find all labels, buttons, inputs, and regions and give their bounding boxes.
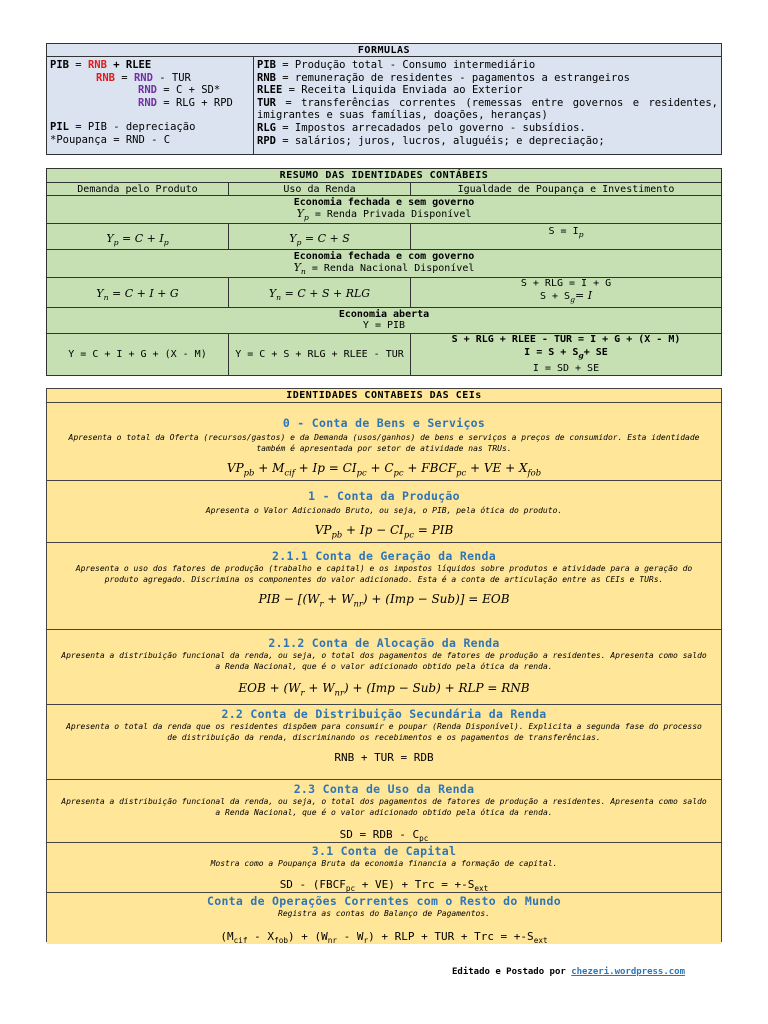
def-rnb: RNB = remuneração de residentes - pagamentos a estrangeiros — [257, 71, 630, 84]
fechada-com-demanda: $Y_n = C + I + G$ — [47, 278, 229, 308]
section-desc: Registra as contas do Balanço de Pagamentos. — [278, 909, 490, 918]
section-title: 2.1.1 Conta de Geração da Renda — [272, 549, 496, 563]
pil-formula: PIL = PIB - depreciação — [50, 121, 196, 134]
section-equation: SD = RDB - $C_{pc}$ — [339, 828, 429, 843]
def-rpd: RPD = salários; juros, lucros, aluguéis; e depreciação; — [257, 134, 605, 147]
fechada-sem-uso: $Y_p = C + S$ — [229, 224, 411, 250]
section-bens-servicos — [47, 403, 721, 481]
section-title: 2.2 Conta de Distribuição Secundária da Renda — [221, 707, 547, 721]
section-alocacao-renda — [47, 630, 721, 705]
poupanca-formula: *Poupança = RND - C — [50, 133, 171, 146]
section-desc: Apresenta o uso dos fatores de produção (trabalho e capital) e os impostos líquidos sobre produtos e atividade para a geração do produto agregado. Discrimina os componentes do valor adicionado. Esta é a conta de articulação entre as CEIs e TURs. — [75, 564, 693, 584]
section-equation: RNB + TUR = RDB — [334, 751, 434, 764]
section-capital — [47, 843, 721, 893]
formulas-left: PIB = RNB + RLEE RNB = RND - TUR RND = C + SD* RND = RLG + RPD PIL = PIB - depreciação *Poupança = RND - C — [47, 57, 254, 155]
aberta-uso: Y = C + S + RLG + RLEE - TUR — [229, 334, 411, 376]
col-uso: Uso da Renda — [229, 183, 411, 196]
section-resto-mundo — [47, 893, 721, 944]
section-equation: EOB + $(W_r + W_{nr}) + (Imp - Sub)$ + RLP = RNB — [238, 681, 530, 698]
section-geracao-renda — [47, 543, 721, 630]
footer-text: Editado e Postado por — [452, 967, 572, 977]
aberta-igualdade: S + RLG + RLEE - TUR = I + G + (X - M) $I = S + S_g+$ SE I = SD + SE — [411, 334, 722, 376]
def-tur: TUR = transferências correntes (remessas entre governos e residentes, imigrantes e suas famílias, doações, heranças) — [257, 96, 718, 122]
footer-link[interactable]: chezeri.wordpress.com — [571, 967, 686, 977]
aberta-demanda: Y = C + I + G + (X - M) — [47, 334, 229, 376]
fechada-com-uso: $Y_n = C + S$ + RLG — [229, 278, 411, 308]
section-title: 2.1.2 Conta de Alocação da Renda — [268, 636, 500, 650]
formulas-table — [46, 43, 722, 155]
section-equation: $(M_{cif} - X_{fob}) + (W_{nr} - W_r)$ + RLP + TUR + Trc = $+-S_{ext}$ — [220, 930, 548, 944]
ceis-box — [46, 388, 722, 942]
def-pib: PIB = Produção total - Consumo intermediário — [257, 59, 536, 71]
section-equation: PIB − $[(W_r + W_{nr}) + (Imp - Sub)]$ = EOB — [258, 592, 510, 609]
section-distribuicao-secundaria — [47, 705, 721, 780]
section-title: 1 - Conta da Produção — [308, 489, 460, 503]
section-desc: Apresenta o total da Oferta (recursos/gastos) e da Demanda (usos/ganhos) de bens e serviços a preços de consumidor. Esta identidade também é apresentada por setor de atividade nas TRUs. — [68, 433, 700, 453]
formulas-definitions — [254, 57, 722, 155]
section-desc: Apresenta o total da renda que os residentes dispõem para consumir e poupar (Renda Disponível). Explicita a segunda fase do processo de distribuição da renda, discriminando os recebimentos e os pagamentos de transferências. — [66, 722, 702, 742]
fechada-sem-igualdade: $S = I_p$ — [411, 224, 722, 250]
section-desc: Apresenta o Valor Adicionado Bruto, ou seja, o PIB, pela ótica do produto. — [205, 506, 563, 515]
formulas-title: FORMULAS — [47, 44, 722, 57]
def-rlg: RLG = Impostos arrecadados pelo governo - subsídios. — [257, 121, 586, 134]
section-title: 0 - Conta de Bens e Serviços — [282, 416, 486, 430]
def-rlee: RLEE = Receita Liquida Enviada ao Exterior — [257, 84, 523, 97]
section-aberta: Economia aberta Y = PIB — [47, 307, 722, 333]
section-equation: $VP_{pb} + M_{cif} + Ip = CI_{pc} + C_{pc}$ + $FBCF_{pc}$ + VE + $X_{fob}$ — [226, 461, 542, 478]
footer — [452, 967, 685, 977]
section-title: Conta de Operações Correntes com o Resto do Mundo — [207, 894, 561, 908]
fechada-com-igualdade: S + RLG = I + G $S + S_g= I$ — [411, 278, 722, 308]
ceis-title: IDENTIDADES CONTABEIS DAS CEIs — [47, 389, 721, 403]
section-producao — [47, 481, 721, 543]
resumo-title: RESUMO DAS IDENTIDADES CONTÁBEIS — [47, 169, 722, 183]
section-desc: Apresenta a distribuição funcional da renda, ou seja, o total dos pagamentos de fatores de produção a residentes. Apresenta como saldo a Renda Nacional, que é o valor adicionado obtido pela ótica da renda. — [61, 797, 707, 817]
section-desc: Mostra como a Poupança Bruta da economia financia a formação de capital. — [210, 859, 558, 868]
section-fechada-com: Economia fechada e com governo $Y_n$ = Renda Nacional Disponível — [47, 250, 722, 278]
resumo-table — [46, 168, 722, 376]
section-desc: Apresenta a distribuição funcional da renda, ou seja, o total dos pagamentos de fatores de produção a residentes. Apresenta como saldo a Renda Nacional, que é o valor adicionado obtido pela ótica da renda. — [61, 651, 707, 671]
col-igualdade: Igualdade de Poupança e Investimento — [411, 183, 722, 196]
col-demanda: Demanda pelo Produto — [47, 183, 229, 196]
section-equation: SD - $(FBCF_{pc} + VE)$ + Trc = $+-S_{ext}$ — [279, 878, 489, 893]
section-fechada-sem: Economia fechada e sem governo $Y_p$ = Renda Privada Disponível — [47, 196, 722, 224]
fechada-sem-demanda: $Y_p = C + I_p$ — [47, 224, 229, 250]
section-title: 2.3 Conta de Uso da Renda — [293, 782, 475, 796]
section-title: 3.1 Conta de Capital — [311, 844, 457, 858]
section-uso-renda — [47, 780, 721, 843]
section-equation: $VP_{pb} + Ip - CI_{pc}$ = PIB — [314, 523, 454, 540]
